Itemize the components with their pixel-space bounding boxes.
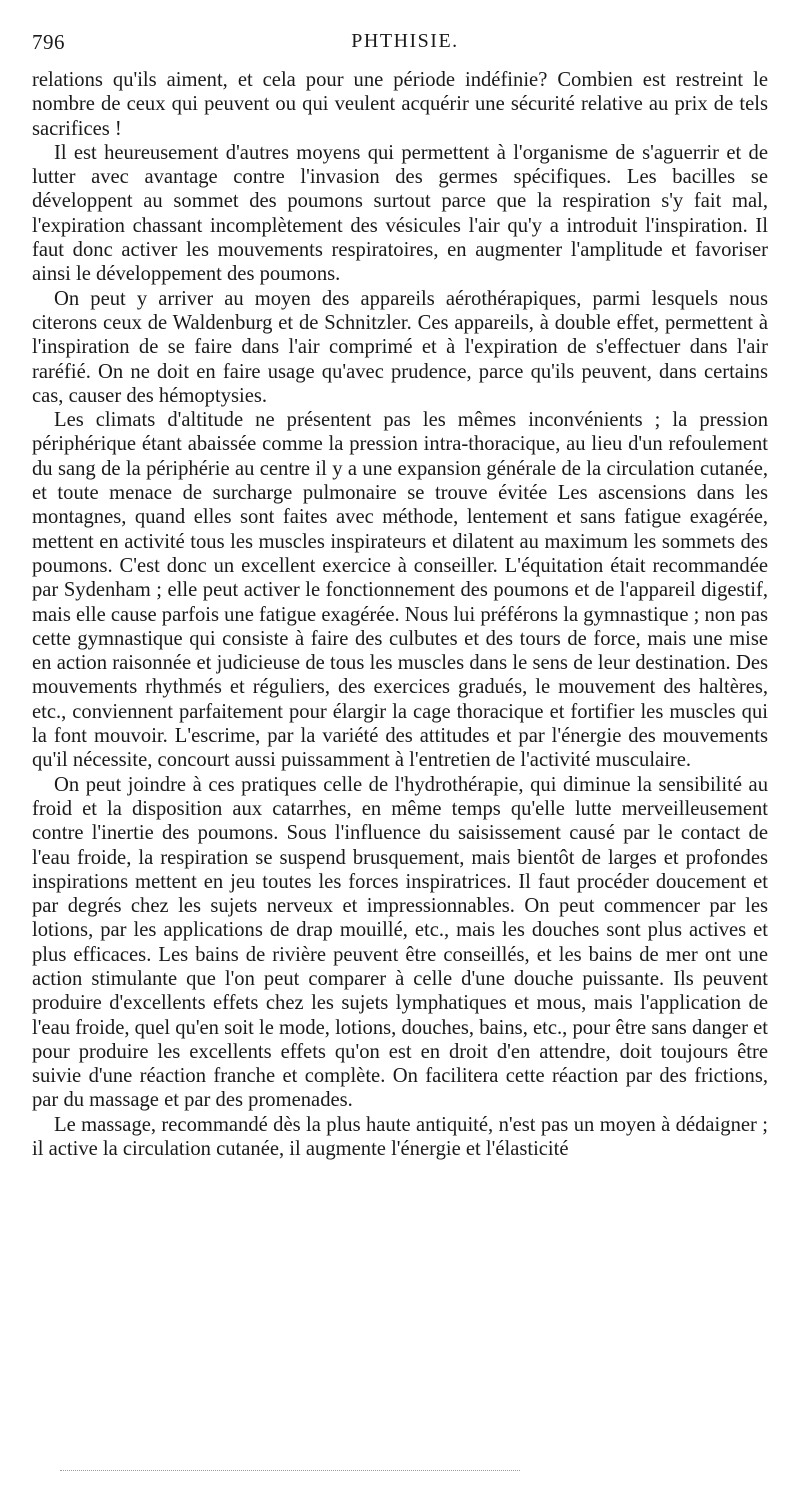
paragraph-continuation: relations qu'ils aiment, et cela pour une période indéfinie? Combien est restreint le nombre de ceux qui peuvent ou qui veulent acquérir une sécurité relative au prix de tels sacrifices ! <box>32 69 768 140</box>
paragraph-massage: Le massage, recommandé dès la plus haute antiquité, n'est pas un moyen à dédaigner ; il active la circulation cutanée, il augmente l'énergie et l'élasticité <box>32 1113 768 1161</box>
page-number: 796 <box>32 30 65 54</box>
footer-rule <box>60 1470 520 1471</box>
paragraph-hydrotherapy: On peut joindre à ces pratiques celle de l'hydrothérapie, qui diminue la sensibilité au froid et la disposition aux catarrhes, en même temps qu'elle lutte merveilleusement contre l'inertie des poumons. Sous l'influence du saisissement causé par le contact de l'eau froide, la respiration se suspend brusquement, mais bientôt de larges et profondes inspirations mettent en jeu toutes les forces inspiratrices. Il faut procéder doucement et par degrés chez les sujets nerveux et impressionnables. On peut commencer par les lotions, par les applications de drap mouillé, etc., mais les douches sont plus actives et plus efficaces. Les bains de rivière peuvent être conseillés, et les bains de mer ont une action stimulante que l'on peut comparer à celle d'une douche puissante. Ils peuvent produire d'excellents effets chez les sujets lymphatiques et mous, mais l'application de l'eau froide, quel qu'en soit le mode, lotions, douches, bains, etc., pour être sans danger et pour produire les excellents effets qu'on est en droit d'en attendre, doit toujours être suivie d'une réaction franche et complète. On facilitera cette réaction par des frictions, par du massage et par des promenades. <box>32 773 769 1112</box>
paragraph-respiratory-training: Il est heureusement d'autres moyens qui permettent à l'organisme de s'aguerrir et de lutter avec avantage contre l'invasion des germes spécifiques. Les bacilles se développent au sommet des poumons surtout parce que la respiration s'y fait mal, l'expiration chassant incomplètement des vésicules l'air qu'y a introduit l'inspiration. Il faut donc activer les mouvements respiratoires, en augmenter l'amplitude et favoriser ainsi le développement des poumons. <box>32 141 768 286</box>
paragraph-altitude-exercise: Les climats d'altitude ne présentent pas les mêmes inconvénients ; la pression périphérique étant abaissée comme la pression intra-thoracique, au lieu d'un refoulement du sang de la périphérie au centre il y a une expansion générale de la circulation cutanée, et toute menace de surcharge pulmonaire se trouve évitée Les ascensions dans les montagnes, quand elles sont faites avec méthode, lentement et sans fatigue exagérée, mettent en activité tous les muscles inspirateurs et dilatent au maximum les sommets des poumons. C'est donc un excellent exercice à conseiller. L'équitation était recommandée par Sydenham ; elle peut activer le fonctionnement des poumons et de l'appareil digestif, mais elle cause parfois une fatigue exagérée. Nous lui préférons la gymnastique ; non pas cette gymnastique qui consiste à faire des culbutes et des tours de force, mais une mise en action raisonnée et judicieuse de tous les muscles dans le sens de leur destination. Des mouvements rhythmés et réguliers, des exercices gradués, le mouvement des haltères, etc., conviennent parfaitement pour élargir la cage thoracique et fortifier les muscles qui la font mouvoir. L'escrime, par la variété des attitudes et par l'énergie des mouvements qu'il nécessite, concourt aussi puissamment à l'entretien de l'activité musculaire. <box>32 409 768 772</box>
running-title: PHTHISIE. <box>351 30 459 52</box>
paragraph-aerotherapy: On peut y arriver au moyen des appareils aérothérapiques, parmi lesquels nous citerons ceux de Waldenburg et de Schnitzler. Ces appareils, à double effet, permettent à l'inspiration de se faire dans l'air comprimé et à l'expiration de s'effectuer dans l'air raréfié. On ne doit en faire usage qu'avec prudence, parce qu'ils peuvent, dans certains cas, causer des hémoptysies. <box>32 287 768 407</box>
body-text <box>32 68 768 1161</box>
running-head <box>32 30 768 56</box>
